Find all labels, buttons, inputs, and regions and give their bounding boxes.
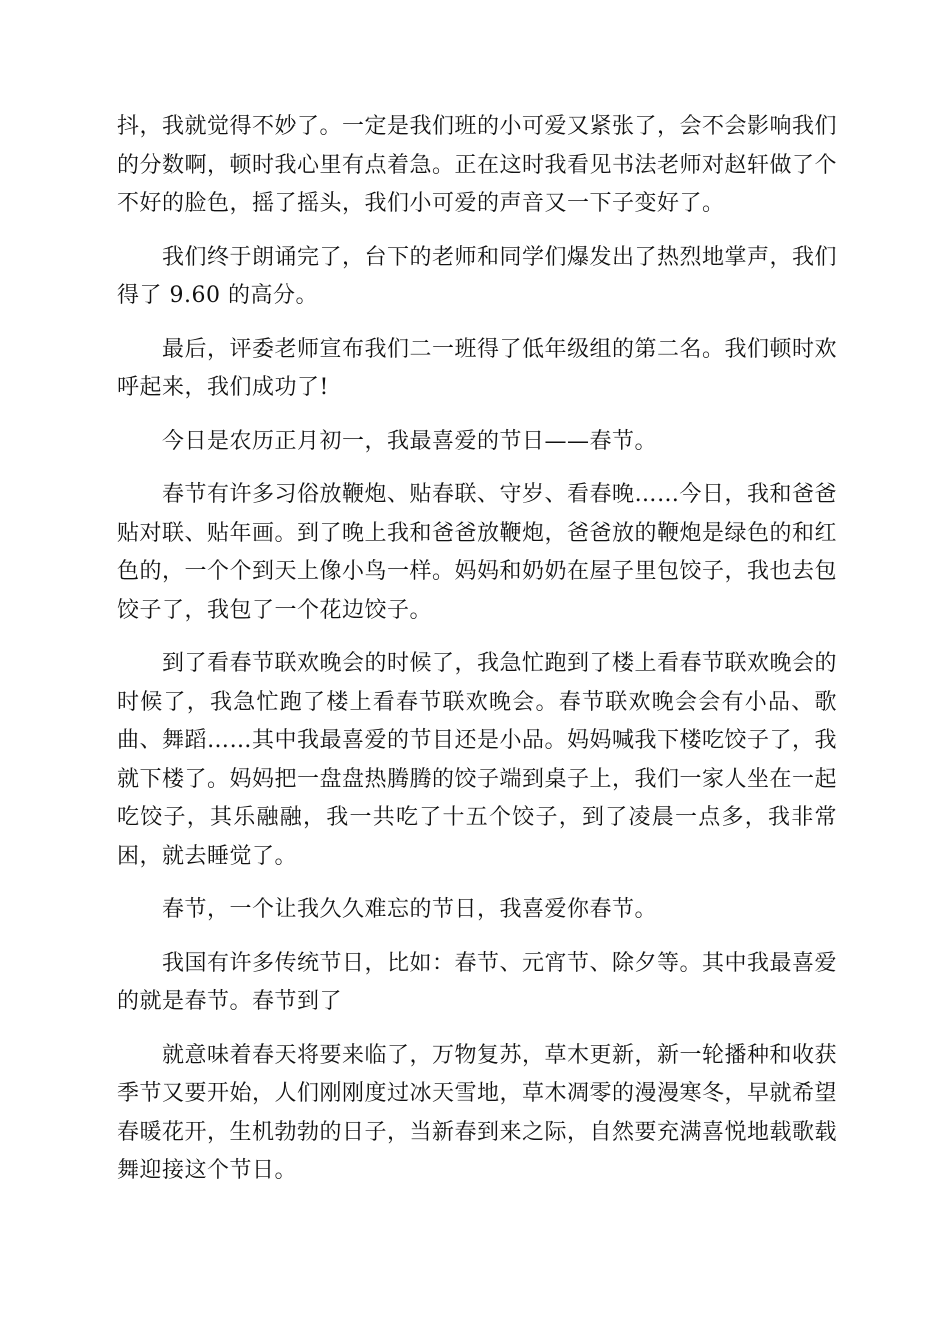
paragraph: 到了看春节联欢晚会的时候了，我急忙跑到了楼上看春节联欢晚会的时候了，我急忙跑了楼上看春节联欢晚会。春节联欢晚会会有小品、歌曲、舞蹈……其中我最喜爱的节目还是小品。妈妈喊我下楼吃饺子了，我就下楼了。妈妈把一盘盘热腾腾的饺子端到桌子上，我们一家人坐在一起吃饺子，其乐融融，我一共吃了十五个饺子，到了凌晨一点多，我非常困，就去睡觉了。 xyxy=(117,651,838,869)
paragraph: 春节，一个让我久久难忘的节日，我喜爱你春节。 xyxy=(162,897,658,922)
document-body xyxy=(117,108,837,1206)
paragraph: 最后，评委老师宣布我们二一班得了低年级组的第二名。我们顿时欢呼起来，我们成功了! xyxy=(117,336,838,400)
paragraph: 今日是农历正月初一，我最喜爱的节日——春节。 xyxy=(162,428,658,454)
paragraph: 我国有许多传统节日，比如：春节、元宵节、除夕等。其中我最喜爱的就是春节。春节到了 xyxy=(117,950,838,1014)
paragraph: 就意味着春天将要来临了，万物复苏，草木更新，新一轮播种和收获季节又要开始，人们刚刚度过冰天雪地，草木凋零的漫漫寒冬，早就希望春暖花开，生机勃勃的日子，当新春到来之际，自然要充满喜悦地载歌载舞迎接这个节日。 xyxy=(117,1042,838,1183)
paragraph-continuation: 抖，我就觉得不妙了。一定是我们班的小可爱又紧张了，会不会影响我们的分数啊，顿时我心里有点着急。正在这时我看见书法老师对赵轩做了个不好的脸色，摇了摇头，我们小可爱的声音又一下子变好了。 xyxy=(117,114,838,216)
paragraph: 春节有许多习俗放鞭炮、贴春联、守岁、看春晚……今日，我和爸爸贴对联、贴年画。到了晚上我和爸爸放鞭炮，爸爸放的鞭炮是绿色的和红色的，一个个到天上像小鸟一样。妈妈和奶奶在屋子里包饺子，我也去包饺子了，我包了一个花边饺子。 xyxy=(117,482,838,623)
paragraph: 我们终于朗诵完了，台下的老师和同学们爆发出了热烈地掌声，我们得了 9.60 的高分。 xyxy=(117,244,838,308)
